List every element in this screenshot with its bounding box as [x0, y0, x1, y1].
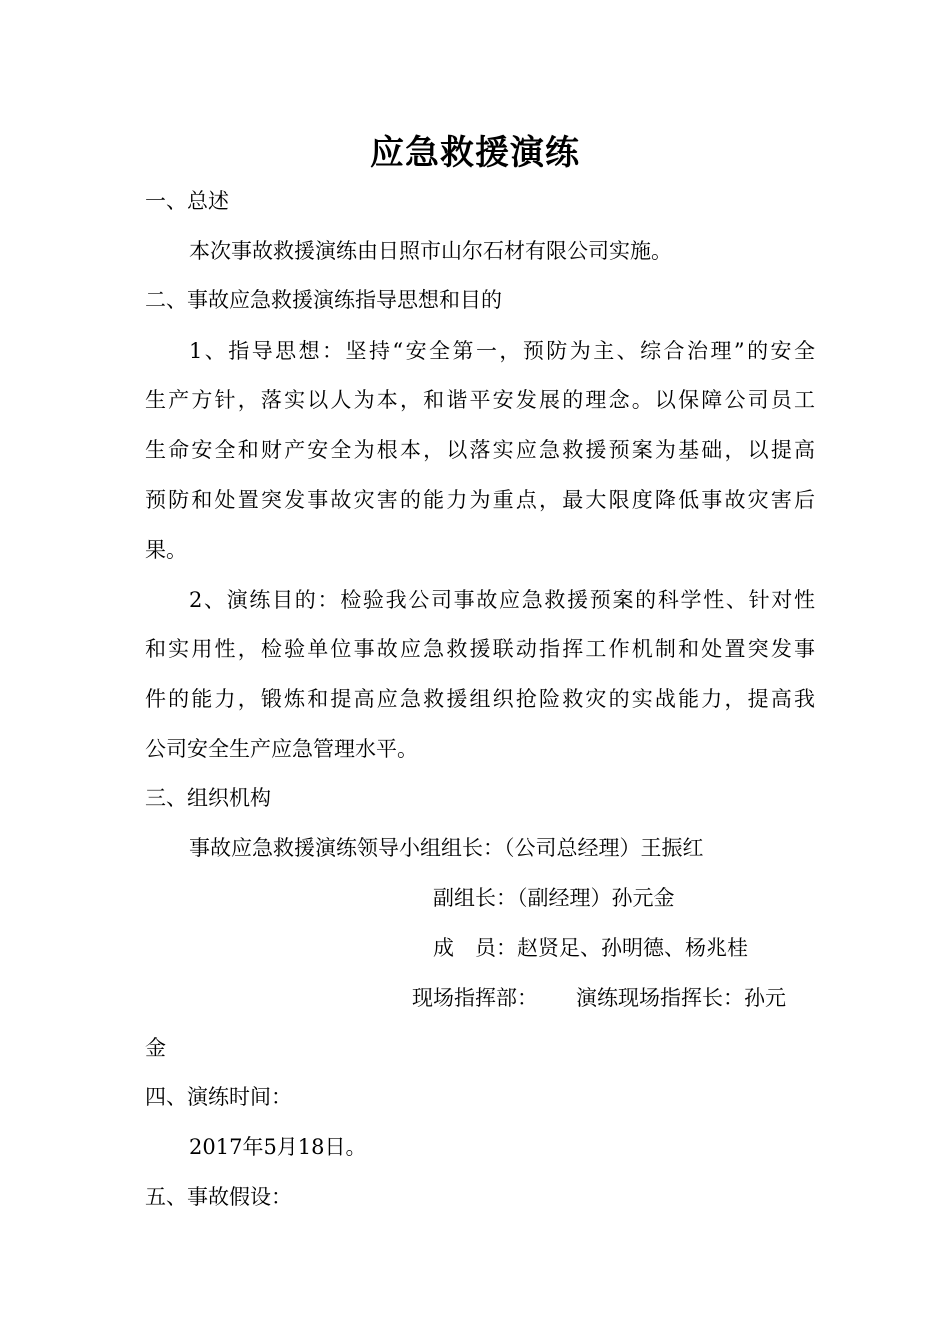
- guidance-line-4: 预防和处置突发事故灾害的能力为重点，最大限度降低事故灾害后: [145, 488, 815, 512]
- purpose-line-4: 公司安全生产应急管理水平。: [145, 737, 418, 761]
- command-post-label: 现场指挥部：: [412, 986, 538, 1010]
- page-title: 应急救援演练: [370, 133, 580, 173]
- purpose-line-1: 2、演练目的：检验我公司事故应急救援预案的科学性、针对性: [189, 588, 815, 612]
- overview-paragraph: 本次事故救援演练由日照市山尔石材有限公司实施。: [189, 239, 672, 263]
- guidance-line-2: 生产方针，落实以人为本，和谐平安发展的理念。以保障公司员工: [145, 388, 815, 412]
- drill-date: 2017年5月18日。: [189, 1135, 367, 1159]
- guidance-line-1: 1、指导思想：坚持“安全第一，预防为主、综合治理”的安全: [189, 339, 815, 363]
- purpose-line-2: 和实用性，检验单位事故应急救援联动指挥工作机制和处置突发事: [145, 637, 815, 661]
- guidance-line-5: 果。: [145, 538, 187, 562]
- commander-line-wrap: 金: [145, 1036, 166, 1060]
- org-members-line: 成 员：赵贤足、孙明德、杨兆桂: [433, 936, 748, 960]
- org-leader-line: 事故应急救援演练领导小组组长：（公司总经理）王振红: [189, 836, 704, 860]
- section-heading-organization: 三、组织机构: [145, 786, 271, 810]
- section-heading-overview: 一、总述: [145, 189, 229, 213]
- commander-line: 演练现场指挥长：孙元: [576, 986, 786, 1010]
- section-heading-scenario: 五、事故假设：: [145, 1185, 292, 1209]
- guidance-line-3: 生命安全和财产安全为根本，以落实应急救援预案为基础，以提高: [145, 438, 815, 462]
- section-heading-guidance: 二、事故应急救援演练指导思想和目的: [145, 288, 502, 312]
- org-deputy-line: 副组长：（副经理）孙元金: [433, 886, 675, 910]
- section-heading-time: 四、演练时间：: [145, 1085, 292, 1109]
- purpose-line-3: 件的能力，锻炼和提高应急救援组织抢险救灾的实战能力，提高我: [145, 687, 815, 711]
